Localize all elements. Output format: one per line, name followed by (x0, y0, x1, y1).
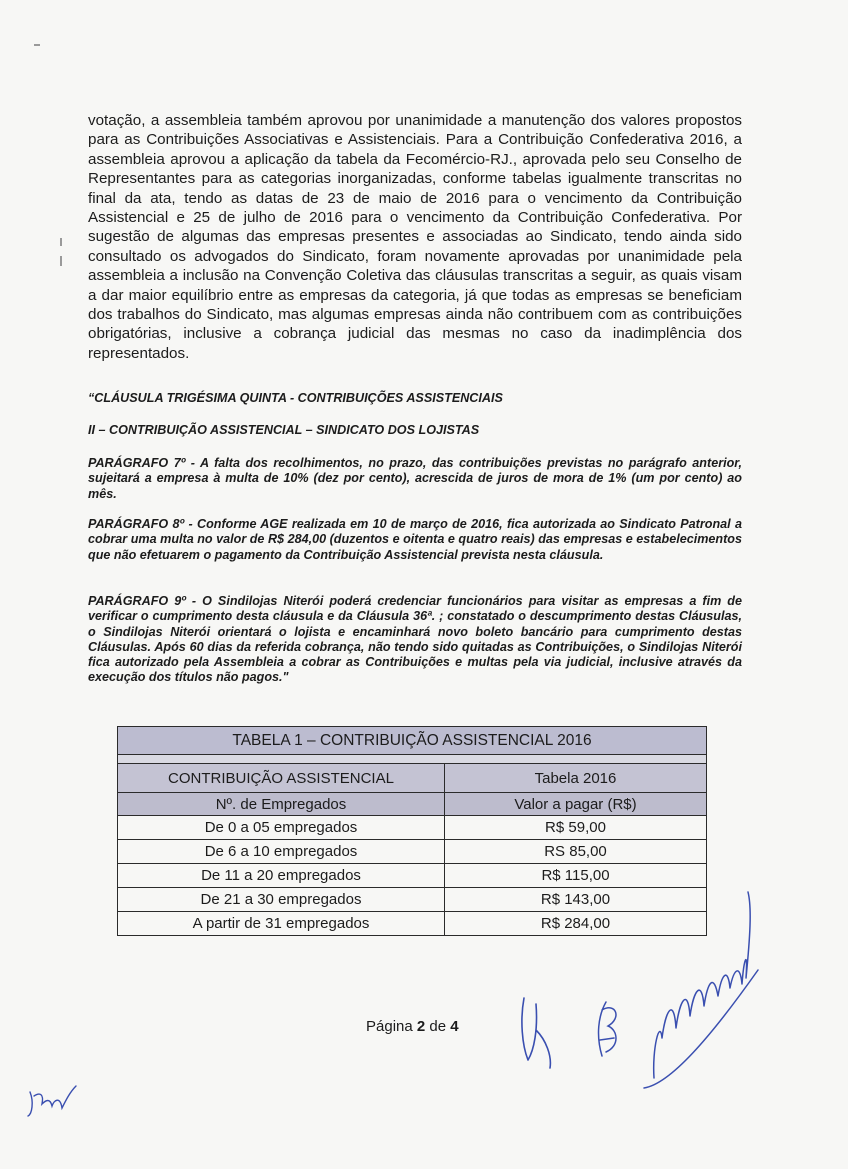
table-title-row (118, 727, 707, 755)
employee-range: De 6 a 10 empregados (118, 840, 445, 864)
table-subheader-row (118, 793, 707, 816)
page-total: 4 (450, 1018, 459, 1035)
table-row (118, 912, 707, 936)
page-prefix: Página (366, 1018, 413, 1035)
amount-due: R$ 59,00 (445, 816, 707, 840)
scan-mark (60, 238, 62, 246)
clause-title: “CLÁUSULA TRIGÉSIMA QUINTA - CONTRIBUIÇÕES ASSISTENCIAIS (88, 391, 503, 405)
handwritten-signature (640, 888, 770, 1098)
amount-due: R$ 284,00 (445, 912, 707, 936)
paragraph-8: PARÁGRAFO 8º - Conforme AGE realizada em 10 de março de 2016, fica autorizada ao Sindicato Patronal a cobrar uma multa no valor de R$ 284,00 (duzentos e oitenta e quatro reais) das empresas e estabelecimentos que não efetuarem o pagamento da Contribuição Assistencial prevista nesta cláusula. (88, 517, 742, 562)
amount-due: RS 85,00 (445, 840, 707, 864)
paragraph-7: PARÁGRAFO 7º - A falta dos recolhimentos, no prazo, das contribuições previstas no parágrafo anterior, sujeitará a empresa à multa de 10% (dez por cento), acrescida de juros de mora de 1% (um por cento) ao mês. (88, 456, 742, 501)
paragraph-9: PARÁGRAFO 9º - O Sindilojas Niterói poderá credenciar funcionários para visitar as empresas a fim de verificar o cumprimento desta cláusula e da Cláusula 36ª. ; constatado o descumprimento destas Cláusulas, o Sindilojas Niterói orientará o lojista e encaminhará novo boleto bancário para cumprimento destas Cláusulas. Após 60 dias da referida cobrança, não tendo sido quitadas as Contribuições, o Sindilojas Niterói fica autorizado pela Assembleia a cobrar as Contribuições e multas pela via judicial, inclusive através da execução dos títulos não pagos." (88, 594, 742, 685)
header-left: CONTRIBUIÇÃO ASSISTENCIAL (118, 764, 445, 793)
subheader-right: Valor a pagar (R$) (445, 793, 707, 816)
page-middle: de (429, 1018, 447, 1035)
scan-mark (60, 256, 62, 266)
contribution-table (117, 726, 707, 936)
table-gap-row (118, 755, 707, 764)
subheader-left: Nº. de Empregados (118, 793, 445, 816)
body-paragraph: votação, a assembleia também aprovou por unanimidade a manutenção dos valores propostos para as Contribuições Associativas e Assistenciais. Para a Contribuição Confederativa 2016, a assembleia aprovou a aplicação da tabela da Fecomércio-RJ., aprovada pelo seu Conselho de Representantes para as categorias inorganizadas, conforme tabelas igualmente transcritas no final da ata, tendo as datas de 23 de maio de 2016 para o vencimento da Contribuição Assistencial e 25 de julho de 2016 para o vencimento da Contribuição Confederativa. Por sugestão de algumas das empresas presentes e associadas ao Sindicato, tendo ainda sido consultado os advogados do Sindicato, foram novamente aprovadas por unanimidade pela assembleia a inclusão na Convenção Coletiva das cláusulas transcritas a seguir, as quais visam a dar maior equilíbrio entre as empresas da categoria, já que todas as empresas se beneficiam dos trabalhos do Sindicato, mas algumas empresas ainda não contribuem com as contribuições obrigatórias, inclusive a cobrança judicial das mesmas no caso da inadimplência dos representados. (88, 112, 742, 362)
table-row (118, 888, 707, 912)
header-right: Tabela 2016 (445, 764, 707, 793)
page-current: 2 (416, 1018, 426, 1035)
initials-signature-1 (514, 990, 564, 1070)
initials-signature-2 (588, 996, 628, 1066)
page-number (366, 1018, 459, 1035)
employee-range: De 21 a 30 empregados (118, 888, 445, 912)
table-title: TABELA 1 – CONTRIBUIÇÃO ASSISTENCIAL 2016 (118, 727, 707, 755)
employee-range: De 0 a 05 empregados (118, 816, 445, 840)
amount-due: R$ 115,00 (445, 864, 707, 888)
clause-subtitle: II – CONTRIBUIÇÃO ASSISTENCIAL – SINDICATO DOS LOJISTAS (88, 423, 480, 437)
table-header-row (118, 764, 707, 793)
table-row (118, 816, 707, 840)
table-row (118, 840, 707, 864)
employee-range: A partir de 31 empregados (118, 912, 445, 936)
amount-due: R$ 143,00 (445, 888, 707, 912)
scan-mark (34, 44, 40, 46)
employee-range: De 11 a 20 empregados (118, 864, 445, 888)
table-row (118, 864, 707, 888)
corner-initials (24, 1082, 80, 1124)
